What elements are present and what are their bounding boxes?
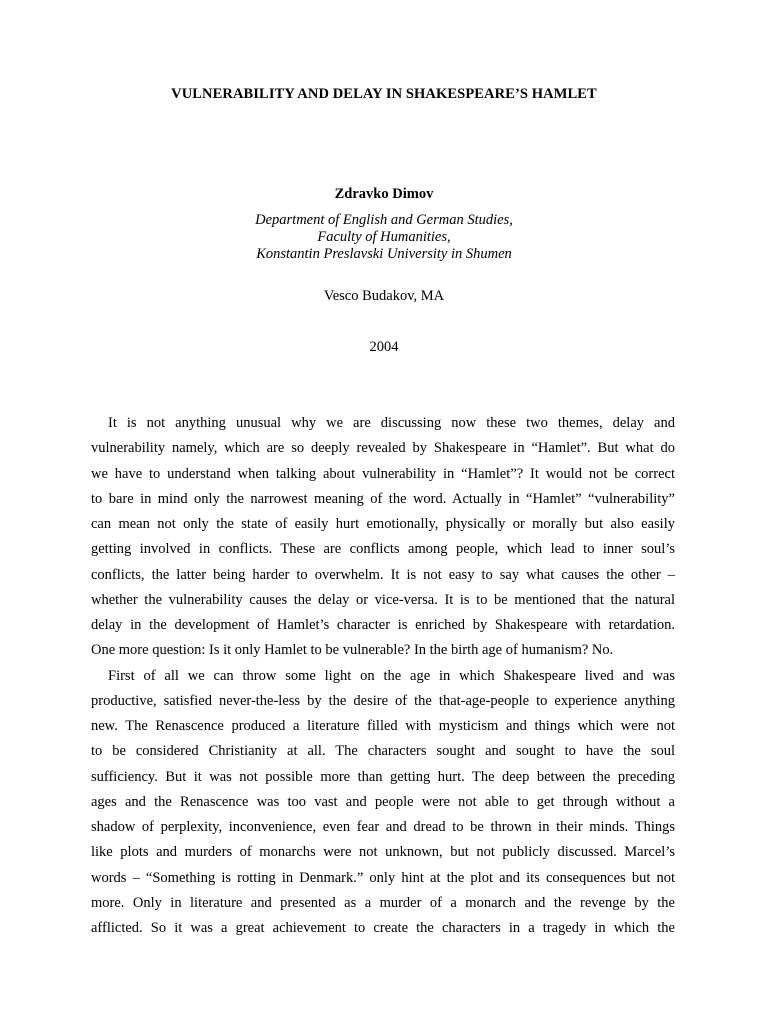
author-name: Zdravko Dimov [334, 186, 434, 202]
text-line: like plots and murders of monarchs were not unknown, but not publicly discussed. Marcel’s [91, 844, 675, 861]
text-line: can mean not only the state of easily hurt emotionally, physically or morally but also easily [91, 516, 675, 532]
affiliation-line: Faculty of Humanities, [317, 229, 451, 245]
text-line: ages and the Renascence was too vast and people were not able to get through without a [91, 793, 675, 810]
advisor-name: Vesco Budakov, MA [323, 288, 445, 304]
text-line: new. The Renascence produced a literature filled with mysticism and things which were not [91, 718, 675, 734]
paragraph [91, 664, 675, 942]
text-line: sufficiency. But it was not possible more than getting hurt. The deep between the preceding [91, 768, 675, 785]
text-line: One more question: Is it only Hamlet to be vulnerable? In the birth age of humanism? No. [91, 642, 614, 659]
affiliation-line: Department of English and German Studies, [255, 212, 513, 228]
text-line: It is not anything unusual why we are discussing now these two themes, delay and [108, 415, 675, 431]
text-line: afflicted. So it was a great achievement to create the characters in a tragedy in which the [91, 920, 675, 936]
text-line: getting involved in conflicts. These are conflicts among people, which lead to inner soul’s [91, 541, 675, 558]
text-line: we have to understand when talking about vulnerability in “Hamlet”? It would not be correct [91, 465, 675, 482]
body-text [91, 411, 675, 941]
text-line: productive, satisfied never-the-less by the desire of the that-age-people to experience anything [91, 692, 675, 709]
author-affiliation [0, 212, 768, 263]
text-line: conflicts, the latter being harder to overwhelm. It is not easy to say what causes the other – [91, 566, 675, 583]
text-line: First of all we can throw some light on the age in which Shakespeare lived and was [108, 667, 675, 684]
affiliation-line: Konstantin Preslavski University in Shumen [256, 246, 512, 262]
text-line: shadow of perplexity, inconvenience, even fear and dread to be thrown in their minds. Things [91, 819, 675, 835]
text-line: to be considered Christianity at all. The characters sought and sought to have the soul [91, 743, 675, 760]
text-line: whether the vulnerability causes the delay or vice-versa. It is to be mentioned that the natural [91, 591, 675, 608]
text-line: to bare in mind only the narrowest meaning of the word. Actually in “Hamlet” “vulnerability” [91, 490, 675, 507]
publication-year: 2004 [369, 339, 399, 355]
text-line: delay in the development of Hamlet’s character is enriched by Shakespeare with retardation. [91, 617, 675, 633]
text-line: words – “Something is rotting in Denmark.” only hint at the plot and its consequences but not [91, 869, 675, 886]
document-title: VULNERABILITY AND DELAY IN SHAKESPEARE’S HAMLET [171, 86, 597, 102]
text-line: more. Only in literature and presented as a murder of a monarch and the revenge by the [91, 894, 675, 911]
paragraph [91, 411, 675, 664]
text-line: vulnerability namely, which are so deeply revealed by Shakespeare in “Hamlet”. But what do [91, 440, 675, 457]
